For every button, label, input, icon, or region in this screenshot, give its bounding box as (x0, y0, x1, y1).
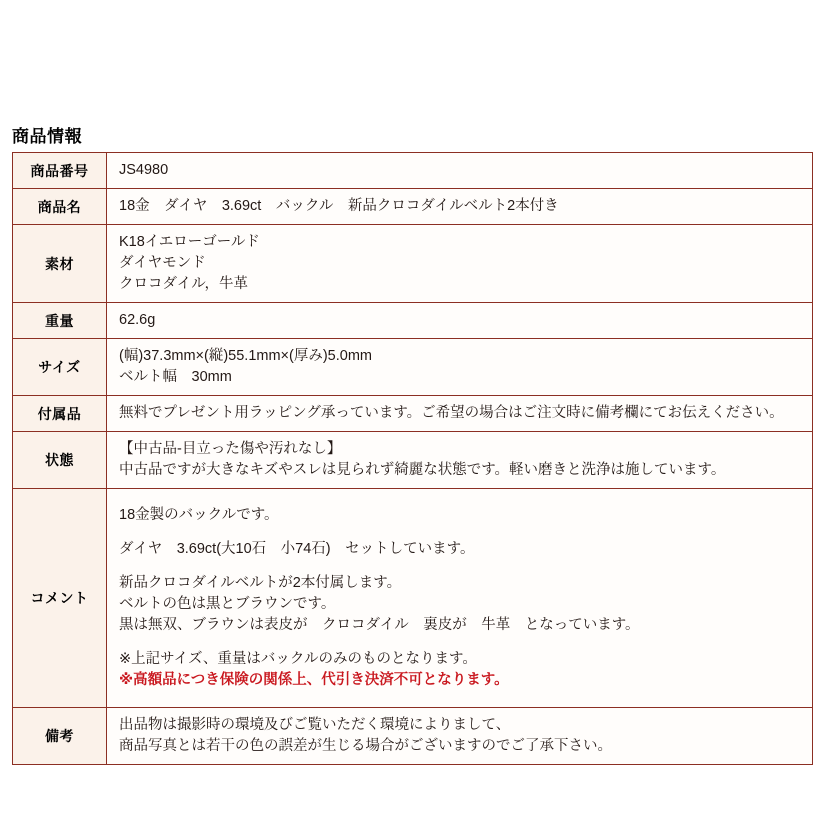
warning-text: ※高額品につき保険の関係上、代引き決済不可となります。 (119, 672, 509, 689)
row-value-product-number (107, 153, 813, 189)
text-line: 黒は無双、ブラウンは表皮が クロコダイル 裏皮が 牛革 となっています。 (119, 617, 640, 634)
row-value-weight (107, 303, 813, 339)
table-row (13, 225, 813, 303)
row-value-accessories (107, 396, 813, 432)
row-label-accessories: 付属品 (13, 396, 107, 432)
text-line: ダイヤモンド (119, 255, 206, 272)
row-value-material (107, 225, 813, 303)
text-line: 出品物は撮影時の環境及びご覧いただく環境によりまして、 (119, 717, 511, 734)
table-row (13, 153, 813, 189)
row-value-size (107, 339, 813, 396)
text-line: JS4980 (119, 162, 169, 178)
text-line: K18イエローゴールド (119, 234, 260, 251)
table-row (13, 339, 813, 396)
text-line: ダイヤ 3.69ct(大10石 小74石) セットしています。 (119, 541, 475, 558)
row-label-product-number: 商品番号 (13, 153, 107, 189)
table-row (13, 189, 813, 225)
text-line: 中古品ですが大きなキズやスレは見られず綺麗な状態です。軽い磨きと洗浄は施しています。 (119, 462, 726, 479)
text-line: 18金製のバックルです。 (119, 507, 279, 524)
text-line: ベルト幅 30mm (119, 369, 232, 386)
text-line: 商品写真とは若干の色の誤差が生じる場合がございますのでご了承下さい。 (119, 738, 612, 755)
page-title: 商品情報 (12, 127, 82, 146)
row-label-remarks: 備考 (13, 708, 107, 765)
row-value-comment (107, 489, 813, 708)
table-row (13, 432, 813, 489)
row-value-product-name (107, 189, 813, 225)
table-row (13, 303, 813, 339)
text-line: ベルトの色は黒とブラウンです。 (119, 596, 336, 613)
row-label-weight: 重量 (13, 303, 107, 339)
text-line: 62.6g (119, 312, 156, 329)
table-body (13, 153, 813, 765)
product-info-table (12, 152, 813, 765)
row-label-product-name: 商品名 (13, 189, 107, 225)
table-row (13, 708, 813, 765)
paragraph-gap (119, 560, 812, 573)
text-line: 【中古品-目立った傷や汚れなし】 (119, 441, 342, 458)
row-value-condition (107, 432, 813, 489)
paragraph-gap (119, 636, 812, 649)
row-label-material: 素材 (13, 225, 107, 303)
row-label-condition: 状態 (13, 432, 107, 489)
table-row (13, 396, 813, 432)
row-value-remarks (107, 708, 813, 765)
text-line: 無料でプレゼント用ラッピング承っています。ご希望の場合はご注文時に備考欄にてお伝えください。 (119, 405, 784, 422)
row-label-size: サイズ (13, 339, 107, 396)
text-line: クロコダイル，牛革 (119, 276, 249, 293)
table-row (13, 489, 813, 708)
text-line: (幅)37.3mm×(縦)55.1mm×(厚み)5.0mm (119, 348, 372, 365)
text-line: ※上記サイズ、重量はバックルのみのものとなります。 (119, 651, 477, 668)
row-label-comment: コメント (13, 489, 107, 708)
text-line: 新品クロコダイルベルトが2本付属します。 (119, 575, 402, 592)
text-line: 18金 ダイヤ 3.69ct バックル 新品クロコダイルベルト2本付き (119, 198, 559, 215)
paragraph-gap (119, 526, 812, 539)
